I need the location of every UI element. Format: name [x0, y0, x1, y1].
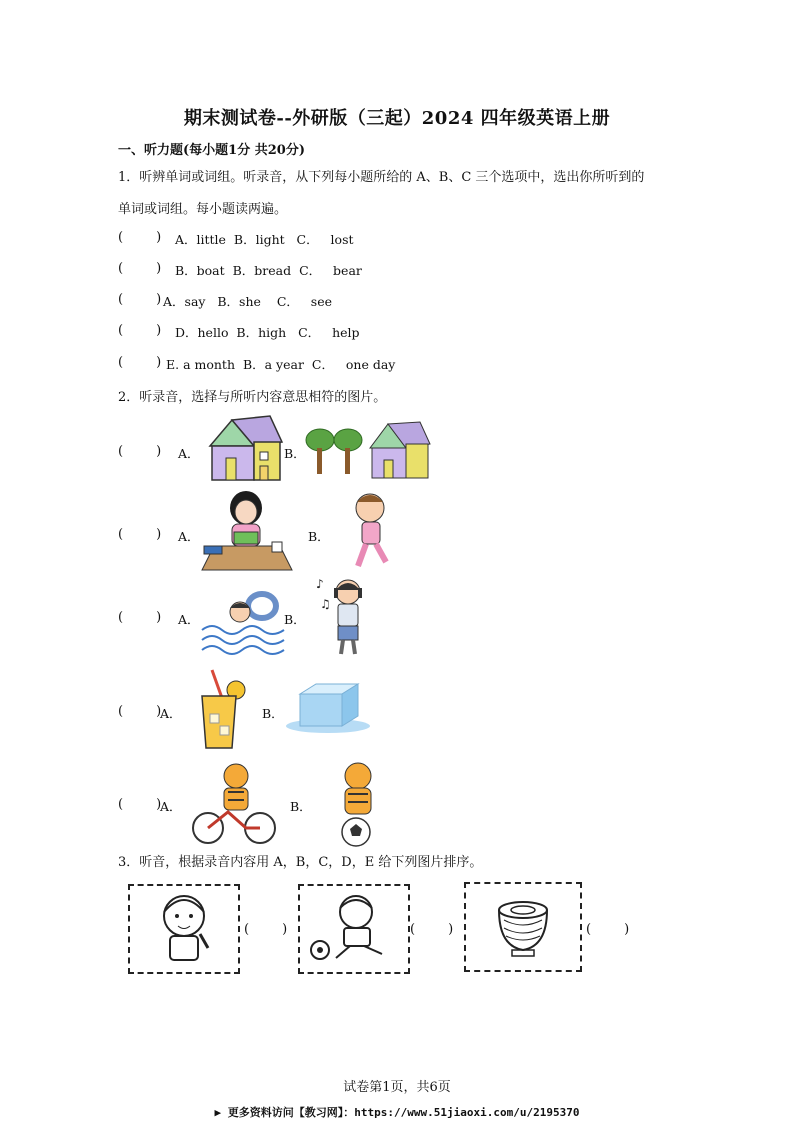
girl-singing-icon: [140, 888, 228, 970]
q3-stem: 3．听音，根据录音内容用 A，B，C，D，E 给下列图片排序。: [118, 855, 483, 870]
svg-text:♪: ♪: [316, 577, 324, 591]
q3-picture-frame[interactable]: [298, 884, 410, 974]
q2-answer-paren[interactable]: ( ): [118, 527, 162, 542]
house-icon[interactable]: [200, 414, 284, 482]
q2-option-a[interactable]: A．: [160, 706, 182, 721]
q1-answer-paren[interactable]: ( ): [118, 230, 162, 245]
q1-options: A．say B．she C． see: [163, 294, 333, 309]
q1-options: E. a month B．a year C． one day: [166, 357, 396, 372]
svg-text:♫: ♫: [320, 597, 331, 611]
q3-answer-paren[interactable]: ( ): [586, 922, 630, 937]
q2-option-b[interactable]: B．: [284, 446, 306, 461]
q2-stem: 2．听录音，选择与所听内容意思相符的图片。: [118, 390, 387, 405]
q2-option-b[interactable]: B．: [308, 529, 330, 544]
resource-link[interactable]: ▶ 更多资料访问【教习网】：https://www.51jiaoxi.com/u/2195370: [214, 1106, 580, 1119]
q1-answer-paren[interactable]: ( ): [118, 261, 162, 276]
q1-answer-paren[interactable]: ( ): [118, 355, 162, 370]
noodle-bowl-icon: [492, 890, 554, 964]
q2-option-b[interactable]: B．: [284, 612, 306, 627]
q2-answer-paren[interactable]: ( ): [118, 444, 162, 459]
q2-answer-paren[interactable]: ( ): [118, 797, 162, 812]
q1-answer-paren[interactable]: ( ): [118, 323, 162, 338]
boy-running-icon[interactable]: [350, 490, 394, 576]
page-footer: 试卷第1页，共6页: [343, 1080, 451, 1095]
tiger-with-ball-icon[interactable]: [326, 760, 386, 848]
q2-answer-paren[interactable]: ( ): [118, 704, 162, 719]
q2-option-a[interactable]: A．: [160, 799, 182, 814]
q1-answer-paren[interactable]: ( ): [118, 292, 162, 307]
boy-listening-music-icon[interactable]: [316, 574, 372, 658]
q1-options: B．boat B．bread C． bear: [171, 263, 362, 278]
page-title: 期末测试卷--外研版（三起）2024 四年级英语上册: [183, 108, 611, 129]
q2-option-a[interactable]: A．: [178, 529, 200, 544]
q1-stem-line1: 1．听辨单词或词组。听录音，从下列每小题所给的 A、B、C 三个选项中，选出你所听到的: [118, 170, 645, 185]
section-heading: 一、听力题(每小题1分 共20分): [118, 143, 305, 158]
juice-glass-icon[interactable]: [192, 666, 248, 752]
trees-and-house-icon[interactable]: [304, 420, 432, 480]
ice-cube-icon[interactable]: [286, 682, 372, 734]
q3-picture-frame[interactable]: [128, 884, 240, 974]
q1-options: D．hello B．high C． help: [171, 325, 360, 340]
girl-reading-icon[interactable]: [200, 490, 294, 574]
q1-options: A．little B．light C． lost: [171, 232, 354, 247]
q3-picture-frame[interactable]: [464, 882, 582, 972]
q2-option-b[interactable]: B．: [290, 799, 312, 814]
q3-answer-paren[interactable]: ( ): [244, 922, 288, 937]
tiger-on-bike-icon[interactable]: [190, 762, 278, 846]
q2-answer-paren[interactable]: ( ): [118, 610, 162, 625]
boy-football-icon: [306, 890, 402, 968]
q2-option-a[interactable]: A．: [178, 446, 200, 461]
q2-option-a[interactable]: A．: [178, 612, 200, 627]
q1-stem-line2: 单词或词组。每小题读两遍。: [118, 202, 288, 217]
swimmer-icon[interactable]: [200, 586, 286, 658]
q2-option-b[interactable]: B．: [262, 706, 284, 721]
q3-answer-paren[interactable]: ( ): [410, 922, 454, 937]
